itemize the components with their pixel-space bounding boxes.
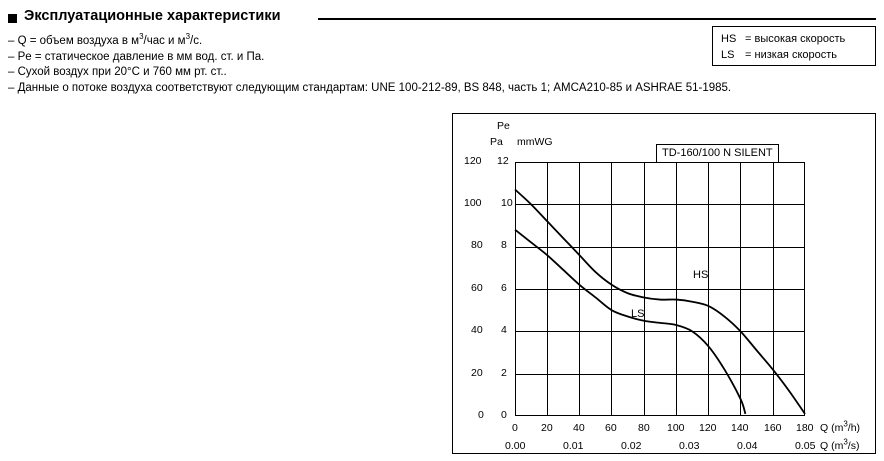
x-axis-label-2: Q $(m^3/s)$ [820, 437, 860, 452]
x-tick-2: 0.01 [563, 440, 584, 452]
x-tick-2: 0.04 [737, 440, 758, 452]
performance-chart [452, 113, 876, 454]
legend-key-hs: HS [721, 33, 737, 45]
header-divider [318, 18, 876, 20]
gridline-horizontal [515, 331, 805, 332]
y-tick-left: 120 [464, 155, 482, 167]
legend-row-ls [721, 49, 837, 61]
gridline-horizontal [515, 204, 805, 205]
x-tick-2: 0.05 [795, 440, 816, 452]
x-tick: 140 [731, 422, 749, 434]
x-tick: 160 [764, 422, 782, 434]
x-tick-2: 0.02 [621, 440, 642, 452]
legend-eq-ls: = [745, 49, 752, 61]
y-tick-right: 12 [497, 155, 509, 167]
y-tick-left: 0 [478, 409, 484, 421]
legend-text-ls: низкая скорость [754, 49, 838, 61]
curve-label-hs: HS [693, 269, 709, 281]
y-tick-right: 6 [501, 282, 507, 294]
model-name-badge: TD-160/100 N SILENT [656, 144, 779, 163]
x-tick-2: 0.00 [505, 440, 526, 452]
plot-area [515, 162, 805, 416]
y-tick-left: 80 [471, 239, 483, 251]
gridline-horizontal [515, 374, 805, 375]
x-tick-2: 0.03 [679, 440, 700, 452]
x-tick: 80 [638, 422, 650, 434]
gridline-horizontal [515, 289, 805, 290]
y-tick-right: 10 [501, 197, 513, 209]
y-axis-unit-left: Pa [490, 136, 503, 148]
y-tick-left: 20 [471, 367, 483, 379]
note-line: – Q = объем воздуха в $м^3$/час и $м^3/с$. [8, 32, 203, 47]
gridline-horizontal [515, 247, 805, 248]
y-axis-label: Pe [497, 120, 510, 132]
y-axis-unit-right: mmWG [517, 136, 553, 148]
y-tick-left: 60 [471, 282, 483, 294]
x-tick: 60 [605, 422, 617, 434]
y-tick-right: 2 [501, 367, 507, 379]
x-axis-label: Q $(m^3/h)$ [820, 419, 861, 434]
curve-label-ls: LS [631, 308, 645, 320]
y-tick-right: 4 [501, 324, 507, 336]
y-tick-right: 8 [501, 239, 507, 251]
note-line: – Pe = статическое давление в мм вод. ст. и Па. [8, 50, 265, 63]
legend-row-hs [721, 33, 845, 45]
x-tick: 40 [573, 422, 585, 434]
y-tick-left: 40 [471, 324, 483, 336]
legend-eq-hs: = [745, 33, 752, 45]
x-tick: 120 [699, 422, 717, 434]
x-tick: 180 [796, 422, 814, 434]
note-line: – Данные о потоке воздуха соответствуют следующим стандартам: UNE 100-212-89, BS 848, часть 1; AMCA210-85 и ASHRAE 51-1985. [8, 81, 732, 94]
page-title: Эксплуатационные характеристики [24, 8, 281, 24]
x-tick: 100 [667, 422, 685, 434]
note-line: – Сухой воздух при 20°C и 760 мм рт. ст.. [8, 66, 227, 78]
speed-legend-box [712, 26, 876, 66]
legend-text-hs: высокая скорость [754, 33, 846, 45]
x-tick: 0 [512, 422, 518, 434]
legend-key-ls: LS [721, 49, 735, 61]
bullet-square-icon [8, 14, 17, 23]
x-tick: 20 [541, 422, 553, 434]
y-tick-right: 0 [501, 409, 507, 421]
y-tick-left: 100 [464, 197, 482, 209]
